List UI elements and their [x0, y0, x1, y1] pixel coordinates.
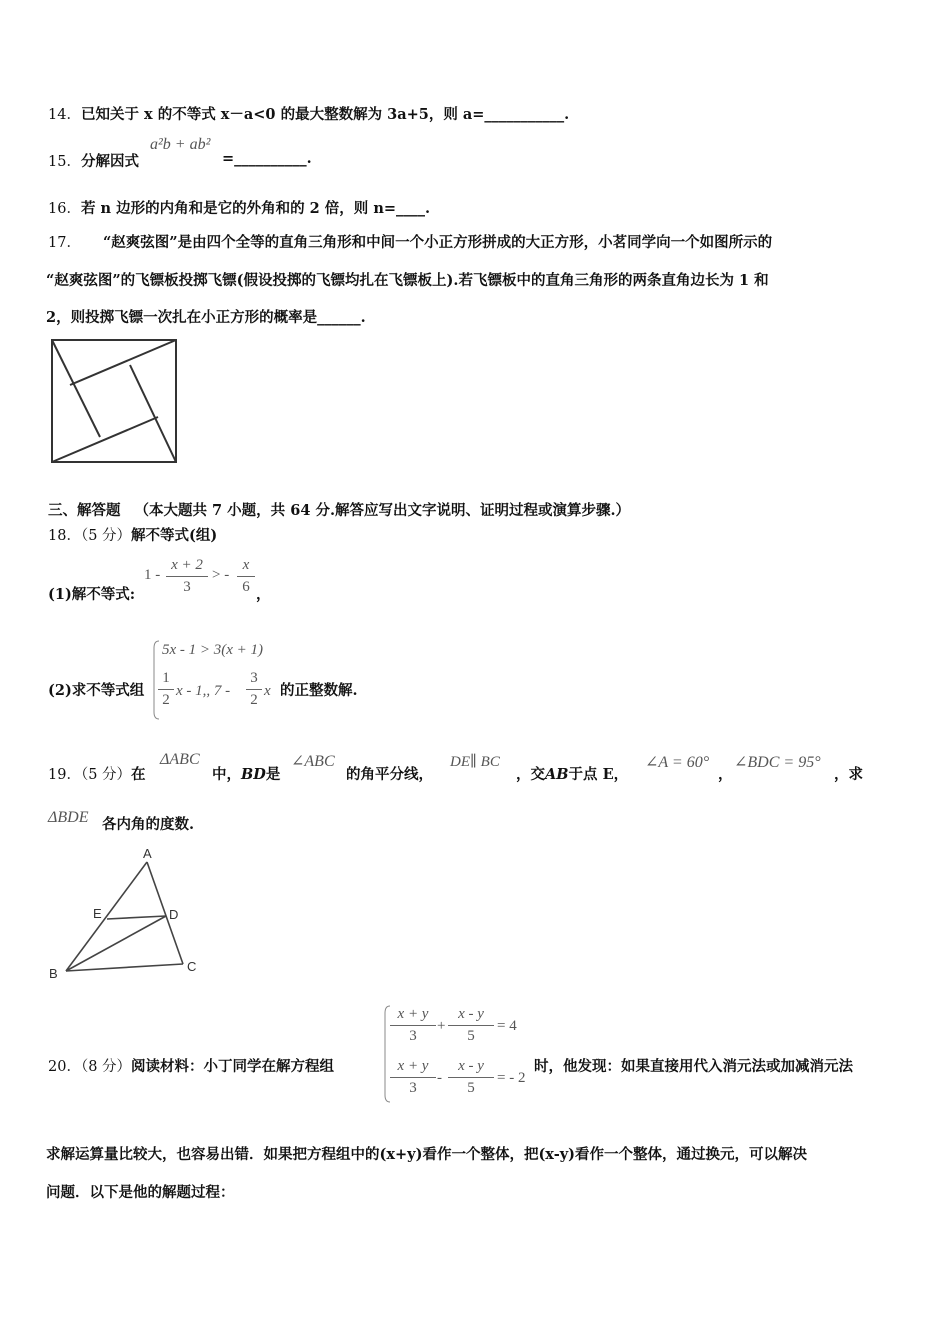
triangle-diagram — [45, 843, 215, 983]
eq1-operator: + — [437, 1018, 446, 1034]
question-number: 17． — [48, 235, 81, 251]
segment-ab: AB — [545, 766, 569, 783]
q19-text-5 — [516, 763, 628, 784]
question-16 — [48, 197, 430, 218]
part-2-label: (2)求不等式组 — [48, 682, 145, 699]
question-line-1: “赵爽弦图”是由四个全等的直角三角形和中间一个小正方形拼成的大正方形，小茗同学向一个如图所示的 — [102, 234, 773, 251]
eq2-rhs: = - 2 — [497, 1070, 526, 1086]
question-number: 18． — [48, 528, 81, 544]
fraction-denominator: 3 — [409, 1028, 417, 1044]
question-line-2: “赵爽弦图”的飞镖板投掷飞镖(假设投掷的飞镖均扎在飞镖板上).若飞镖板中的直角三角形的两条直角边长为 1 和 — [46, 272, 769, 289]
q19-text-3: 是 — [265, 766, 281, 783]
ineq-tail: ， — [256, 586, 271, 603]
question-20-start — [48, 1055, 334, 1076]
question-number: 20． — [48, 1059, 81, 1075]
vertex-label-d: D — [169, 907, 179, 922]
fraction-denominator: 3 — [183, 579, 191, 595]
fraction-numerator: x - y — [458, 1006, 484, 1022]
vertex-label-a: A — [143, 846, 152, 861]
question-line-3: 2，则投掷飞镖一次扎在小正方形的概率是______. — [46, 309, 366, 326]
eq2-operator: - — [437, 1070, 442, 1086]
eq2-fraction-2 — [448, 1058, 494, 1097]
angle-bdc-value: ∠BDC = 95° — [734, 754, 821, 771]
triangle-bde: ΔBDE — [48, 809, 89, 826]
q19-text-6: 于点 E， — [568, 766, 629, 783]
fraction-numerator: x - y — [458, 1058, 484, 1074]
q20-line-2: 求解运算量比较大，也容易出错．如果把方程组中的(x+y)看作一个整体，把(x-y)看作一个整体，通过换元，可以解决 — [46, 1146, 807, 1163]
question-18 — [48, 524, 217, 545]
fraction-denominator: 2 — [250, 692, 258, 708]
q20-text-2: 时，他发现：如果直接用代入消元法或加减消元法 — [534, 1058, 853, 1075]
comma: ， — [718, 766, 733, 783]
part-1-label: (1)解不等式: — [48, 586, 136, 603]
segment-bd: BD — [241, 766, 266, 783]
fraction-denominator: 6 — [242, 579, 250, 595]
vertex-label-e: E — [93, 906, 102, 921]
question-text: 已知关于 x 的不等式 x－a<0 的最大整数解为 3a+5，则 a=___________. — [80, 106, 570, 123]
eq1-rhs: = 4 — [497, 1018, 517, 1034]
question-number: 14． — [48, 107, 81, 123]
parallel-de-bc: DE∥ BC — [450, 754, 500, 770]
fraction-denominator: 3 — [409, 1080, 417, 1096]
q19-text-4: 的角平分线， — [346, 766, 433, 783]
system-line-2-middle: x - 1,, 7 - — [176, 683, 231, 699]
fraction-numerator: x + 2 — [171, 557, 203, 573]
q19-text-2-content: 中， — [212, 766, 241, 783]
question-15 — [48, 150, 139, 171]
question-14 — [48, 103, 569, 124]
question-19-start — [48, 763, 146, 784]
factor-expression: a²b + ab² — [150, 136, 211, 153]
fraction-numerator: 1 — [162, 670, 170, 686]
fraction-denominator: 5 — [467, 1028, 475, 1044]
eq1-fraction-1 — [390, 1006, 436, 1045]
fraction-numerator: x + y — [397, 1006, 429, 1022]
fraction-denominator: 5 — [467, 1080, 475, 1096]
fraction-three-halves — [246, 670, 262, 709]
question-score: （8 分） — [80, 1059, 132, 1075]
question-title: 解不等式(组) — [131, 527, 218, 544]
q19-text-2 — [212, 763, 280, 784]
question-number: 19． — [48, 767, 81, 783]
fraction-1 — [166, 557, 208, 596]
part-2-suffix: 的正整数解. — [280, 682, 358, 699]
question-text: 若 n 边形的内角和是它的外角和的 2 倍，则 n=____. — [80, 200, 431, 217]
system-line-1: 5x - 1 > 3(x + 1) — [162, 642, 264, 658]
question-number: 15． — [48, 154, 81, 170]
fraction-numerator: 3 — [250, 670, 258, 686]
angle-abc: ∠ABC — [291, 753, 335, 770]
fraction-denominator: 2 — [162, 692, 170, 708]
question-17 — [48, 231, 772, 252]
triangle-abc: ΔABC — [160, 751, 200, 768]
vertex-label-c: C — [187, 959, 197, 974]
fraction-2 — [237, 557, 255, 596]
zhao-shuang-diagram — [50, 338, 180, 464]
fraction-numerator: x — [242, 557, 250, 573]
question-score: （5 分） — [80, 528, 132, 544]
question-prefix: 分解因式 — [80, 153, 139, 170]
question-suffix: =__________. — [222, 150, 312, 167]
question-text: 在 — [131, 766, 146, 783]
section-heading — [48, 499, 630, 520]
eq2-fraction-1 — [390, 1058, 436, 1097]
system-line-2-tail: x — [264, 683, 271, 699]
q20-line-3: 问题．以下是他的解题过程： — [46, 1184, 235, 1201]
eq1-fraction-2 — [448, 1006, 494, 1045]
section-title: 三、解答题 — [48, 502, 121, 519]
question-score: （5 分） — [80, 767, 132, 783]
section-description: （本大题共 7 小题，共 64 分.解答应写出文字说明、证明过程或演算步骤.） — [134, 502, 631, 519]
fraction-numerator: x + y — [397, 1058, 429, 1074]
q19-text-5-content: ，交 — [516, 766, 545, 783]
vertex-label-b: B — [49, 966, 58, 981]
ineq-operator: > - — [212, 567, 230, 583]
angle-a-value: ∠A = 60° — [645, 754, 710, 771]
question-text: 阅读材料：小丁同学在解方程组 — [131, 1058, 335, 1075]
q19-text-7: ，求 — [834, 766, 863, 783]
question-number: 16． — [48, 201, 81, 217]
q19-text-8: 各内角的度数. — [102, 816, 195, 833]
ineq-lead: 1 - — [144, 567, 161, 583]
fraction-half — [158, 670, 174, 709]
